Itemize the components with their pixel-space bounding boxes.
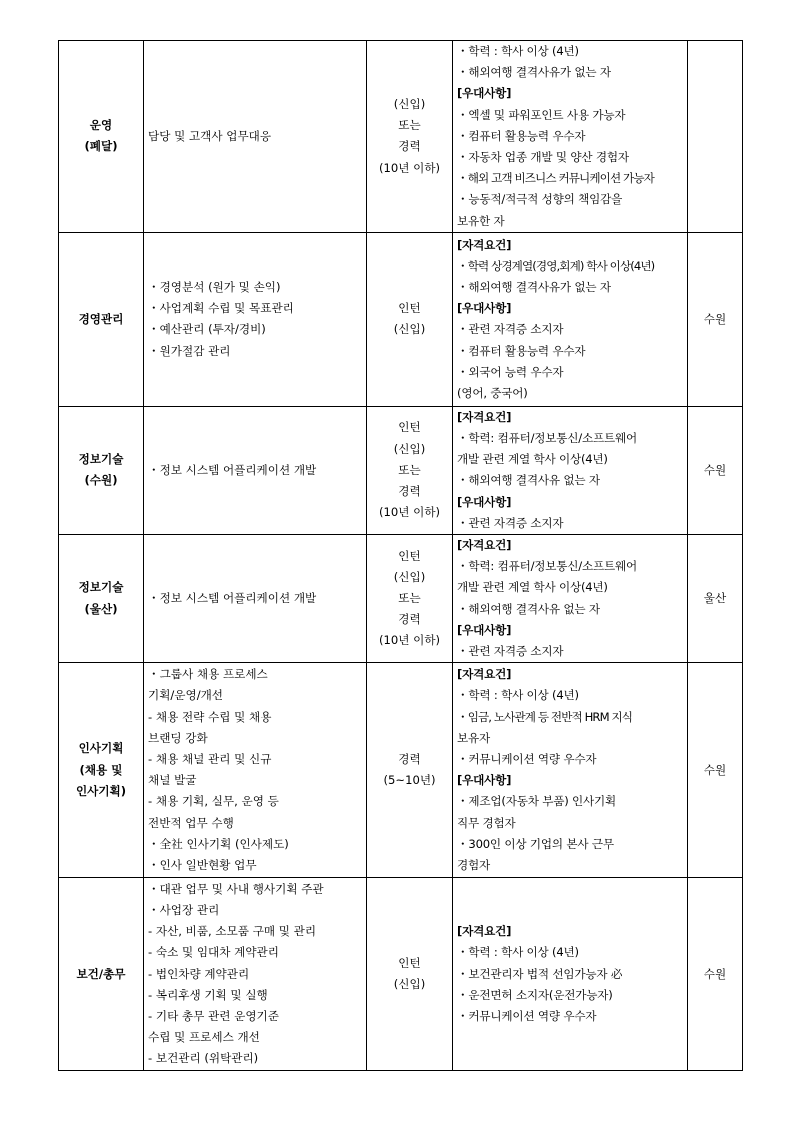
duty-line: ・사업계획 수립 및 목표관리 [148,301,294,316]
requirement-line: 개발 관련 계열 학사 이상(4년) [457,452,608,467]
duties-cell [144,232,367,406]
employment-type-line: 경력 [398,139,421,154]
department-label: 경영관리 [78,311,124,326]
location-label: 수원 [703,762,727,777]
duty-line: - 보건관리 (위탁관리) [148,1051,259,1066]
requirement-line: ・학력 상경계열(경영,회계) 학사 이상(4년) [457,258,655,273]
department-cell [59,878,144,1071]
department-label: 인사기획 [78,741,124,756]
duties-cell [144,663,367,878]
requirement-line: ・해외 고객 비즈니스 커뮤니케이션 가능자 [457,171,654,186]
duty-line: - 복리후생 기획 및 실행 [148,987,268,1002]
duty-line: ・경영분석 (원가 및 손익) [148,279,281,294]
requirement-line: ・학력: 컴퓨터/정보통신/소프트웨어 [457,559,637,574]
employment-type-cell [367,663,453,878]
table-row [59,232,743,406]
employment-type-line: (5~10년) [383,773,436,788]
employment-type-cell [367,535,453,663]
duty-line: - 기타 총무 관련 운영기준 [148,1009,279,1024]
employment-type-cell [367,878,453,1071]
department-label: (폐달) [84,139,118,154]
requirement-line: 보유자 [457,730,490,745]
employment-type-line: (신입) [393,97,426,111]
requirement-line: ・해외여행 결격사유 없는 자 [457,473,600,488]
employment-type-line: (10년 이하) [378,160,441,175]
employment-type-line: 인턴 [398,301,421,316]
requirements-cell [453,878,688,1071]
requirement-line: [자격요건] [457,667,512,682]
department-label: (울산) [84,601,118,616]
job-posting-table [58,40,743,1071]
employment-type-line: 경력 [398,484,421,499]
requirement-line: 개발 관련 계열 학사 이상(4년) [457,580,608,595]
employment-type-line: 인턴 [398,420,421,435]
requirement-line: [자격요건] [457,924,512,939]
department-cell [59,663,144,878]
requirement-line: 경험자 [457,858,490,873]
table-row [59,406,743,534]
requirement-line: ・학력: 컴퓨터/정보통신/소프트웨어 [457,431,637,446]
requirement-line: ・컴퓨터 활용능력 우수자 [457,343,586,358]
employment-type-line: (신입) [393,441,426,456]
requirement-line: [우대사항] [457,622,512,637]
requirement-line: ・관련 자격증 소지자 [457,515,564,530]
employment-type-cell [367,232,453,406]
department-cell [59,232,144,406]
duties-cell [144,535,367,663]
department-label: 운영 [89,118,113,133]
employment-type-cell [367,406,453,534]
department-label: (채용 및 [79,762,123,777]
requirement-line: ・외국어 능력 우수자 [457,364,564,379]
requirement-line: 직무 경험자 [457,815,516,830]
requirement-line: ・해외여행 결격사유 없는 자 [457,601,600,616]
requirement-line: ・학력 : 학사 이상 (4년) [457,688,579,703]
requirement-line: ・보건관리자 법적 선임가능자 必 [457,966,623,981]
duty-line: - 자산, 비품, 소모품 구매 및 관리 [148,924,317,939]
duty-line: - 채용 채널 관리 및 신규 [148,752,272,767]
requirements-cell [453,663,688,878]
department-label: 보건/총무 [76,966,126,981]
department-label: 인사기획) [75,783,127,798]
location-label: 울산 [703,591,727,606]
duty-line: 수립 및 프로세스 개선 [148,1030,260,1045]
employment-type-line: 또는 [398,462,421,477]
location-label: 수원 [703,462,727,477]
employment-type-line: (신입) [393,977,426,992]
employment-type-line: 또는 [398,591,421,606]
department-label: (수원) [84,473,118,488]
location-cell [688,406,743,534]
requirements-cell [453,41,688,233]
requirements-cell [453,406,688,534]
table-row [59,878,743,1071]
department-label: 정보기술 [78,580,124,595]
employment-type-line: 경력 [398,612,421,627]
table-row [59,535,743,663]
department-label: 정보기술 [78,452,124,467]
requirement-line: ・커뮤니케이션 역량 우수자 [457,1009,597,1024]
location-cell [688,535,743,663]
location-label: 수원 [703,311,727,326]
duties-cell [144,41,367,233]
requirement-line: ・커뮤니케이션 역량 우수자 [457,752,597,767]
requirement-line: [우대사항] [457,494,512,509]
location-cell [688,878,743,1071]
duty-line: 전반적 업무 수행 [148,815,234,830]
requirement-line: 보유한 자 [457,213,505,228]
requirement-line: ・능동적/적극적 성향의 책임감을 [457,192,623,207]
requirement-line: ・학력 : 학사 이상 (4년) [457,945,579,960]
duties-cell [144,878,367,1071]
duty-line: - 채용 기획, 실무, 운영 등 [148,794,279,809]
requirement-line: [우대사항] [457,301,512,316]
location-cell [688,663,743,878]
duty-line: ・예산관리 (투자/경비) [148,322,266,337]
location-cell [688,232,743,406]
duty-line: ・사업장 관리 [148,903,220,918]
duty-line: - 채용 전략 수립 및 채용 [148,709,272,724]
requirement-line: ・관련 자격증 소지자 [457,644,564,659]
duty-line: ・원가절감 관리 [148,343,231,358]
employment-type-line: (신입) [393,322,426,337]
requirement-line: ・임금, 노사관계 등 전반적 HRM 지식 [457,709,633,724]
duty-line: ・인사 일반현황 업무 [148,858,257,873]
requirement-line: ・학력 : 학사 이상 (4년) [457,44,579,58]
duty-line: 담당 및 고객사 업무대응 [148,128,272,143]
duty-line: 채널 발굴 [148,773,197,788]
requirement-line: [우대사항] [457,773,512,788]
employment-type-line: 인턴 [398,956,421,971]
duty-line: ・대관 업무 및 사내 행사기획 주관 [148,881,324,896]
location-cell [688,41,743,233]
duty-line: - 법인차량 계약관리 [148,966,250,981]
requirement-line: ・엑셀 및 파워포인트 사용 가능자 [457,107,626,122]
duty-line: ・그룹사 채용 프로세스 [148,667,268,682]
table-row [59,663,743,878]
requirement-line: [자격요건] [457,538,512,553]
requirement-line: ・관련 자격증 소지자 [457,322,564,337]
duty-line: 브랜딩 강화 [148,730,208,745]
duty-line: 기획/운영/개선 [148,688,224,703]
table-row [59,41,743,233]
requirement-line: ・컴퓨터 활용능력 우수자 [457,128,586,143]
location-label: 수원 [703,966,727,981]
requirement-line: ・운전면허 소지자(운전가능자) [457,987,613,1002]
employment-type-line: (10년 이하) [378,505,441,520]
requirement-line: ・자동차 업종 개발 및 양산 경험자 [457,150,629,165]
employment-type-line: 경력 [398,752,421,767]
duties-cell [144,406,367,534]
employment-type-line: (10년 이하) [378,633,441,648]
requirement-line: (영어, 중국어) [457,385,528,400]
duty-line: ・정보 시스템 어플리케이션 개발 [148,462,317,477]
requirement-line: [자격요건] [457,237,512,252]
job-rows [59,41,743,1071]
requirements-cell [453,535,688,663]
department-cell [59,535,144,663]
department-cell [59,41,144,233]
department-cell [59,406,144,534]
duty-line: - 숙소 및 임대차 계약관리 [148,945,279,960]
employment-type-line: (신입) [393,569,426,584]
duty-line: ・정보 시스템 어플리케이션 개발 [148,591,317,606]
employment-type-line: 인턴 [398,548,421,563]
employment-type-line: 또는 [398,118,421,133]
requirement-line: ・제조업(자동차 부품) 인사기획 [457,794,617,809]
requirement-line: [우대사항] [457,86,512,101]
duty-line: ・全社 인사기획 (인사제도) [148,836,289,851]
requirement-line: ・해외여행 결격사유가 없는 자 [457,65,611,80]
requirements-cell [453,232,688,406]
employment-type-cell [367,41,453,233]
requirement-line: [자격요건] [457,409,512,424]
requirement-line: ・300인 이상 기업의 본사 근무 [457,836,614,851]
requirement-line: ・해외여행 결격사유가 없는 자 [457,279,611,294]
